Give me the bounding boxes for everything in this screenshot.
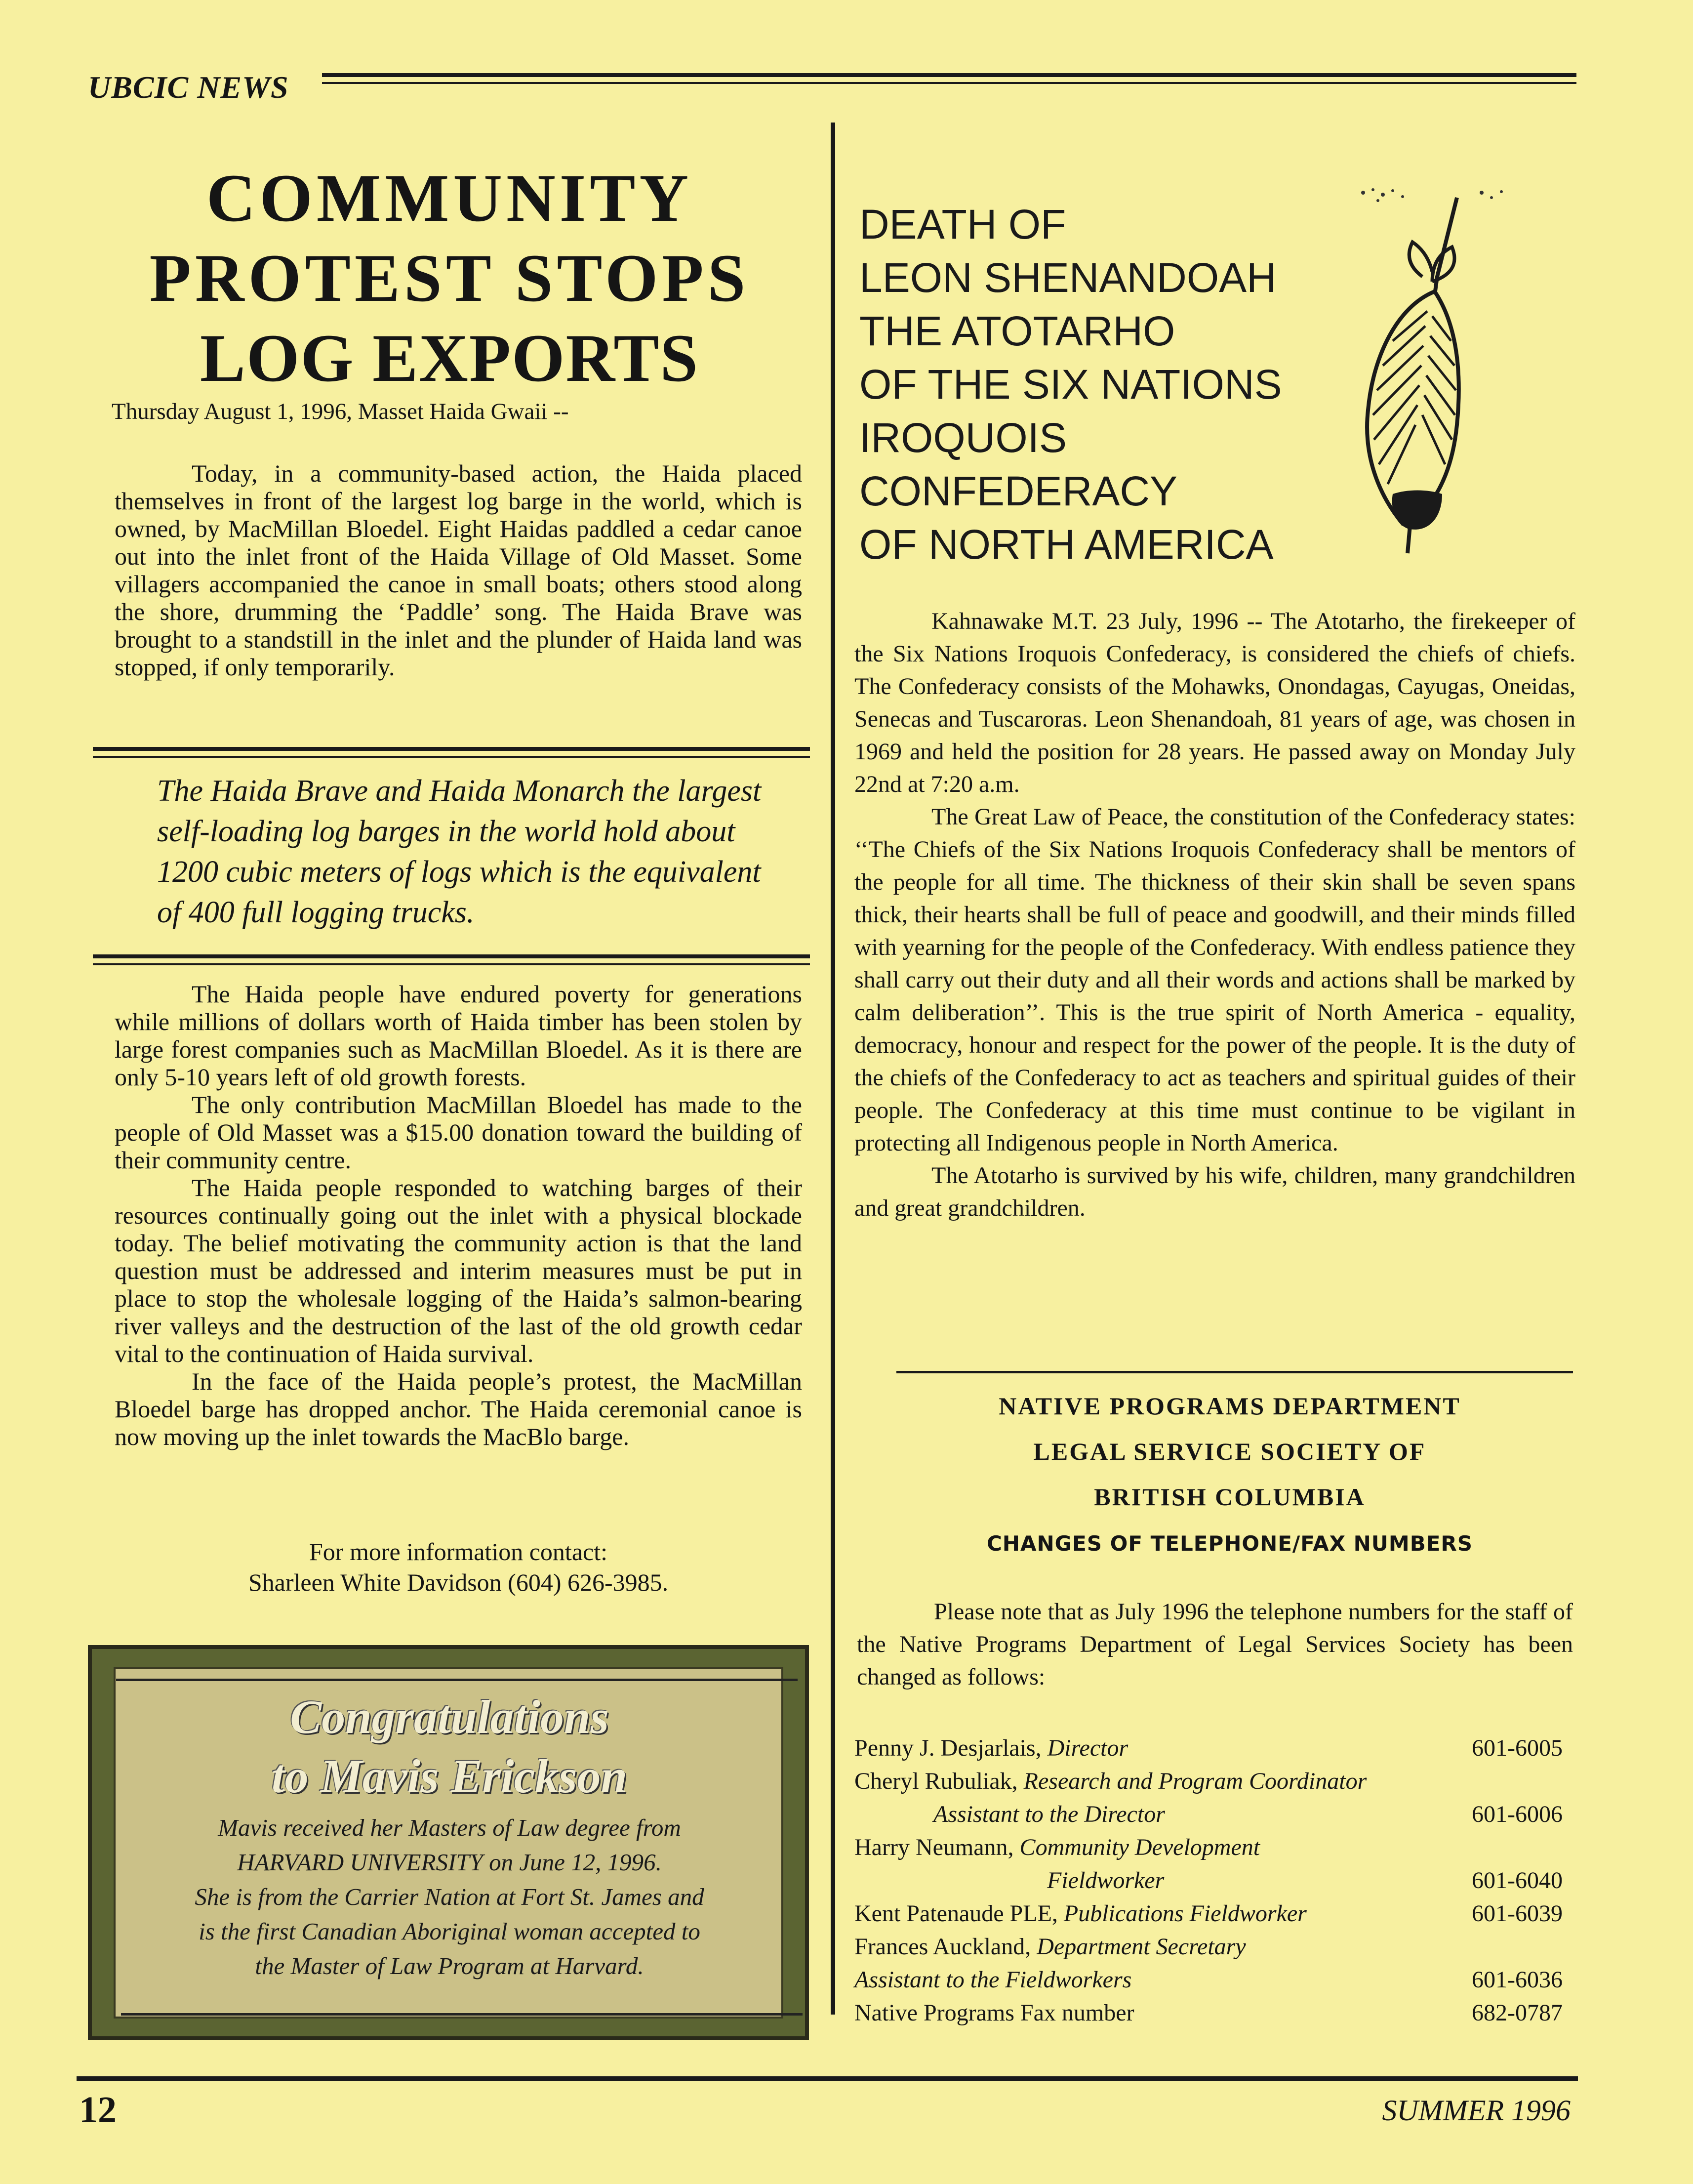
staff-row: [854, 1897, 1585, 1930]
staff-row-continued: [854, 1864, 1585, 1897]
contact-label: For more information contact:: [309, 1538, 607, 1566]
footer-rule: [77, 2076, 1578, 2081]
title-line: OF THE SIX NATIONS: [859, 361, 1282, 408]
staff-role: Assistant to the Fieldworkers: [854, 1967, 1132, 1993]
congrats-line: HARVARD UNIVERSITY on June 12, 1996.: [237, 1849, 662, 1876]
article-paragraph: The Atotarho is survived by his wife, children, many grandchildren and great grandchildren.: [854, 1162, 1575, 1221]
dateline: Thursday August 1, 1996, Masset Haida Gwaii --: [112, 399, 569, 424]
running-head: UBCIC NEWS: [88, 70, 289, 105]
staff-role: Publications Fieldworker: [1063, 1900, 1307, 1927]
title-line: CONFEDERACY: [859, 468, 1178, 514]
staff-name: Cheryl Rubuliak,: [854, 1768, 1024, 1794]
changes-title: CHANGES OF TELEPHONE/FAX NUMBERS: [986, 1531, 1473, 1556]
congrats-heading: Congratulations: [290, 1690, 609, 1743]
staff-row: [854, 1765, 1585, 1798]
staff-role: Research and Program Coordinator: [1023, 1768, 1367, 1794]
pull-quote-rule-top: [93, 747, 810, 758]
title-line: OF NORTH AMERICA: [859, 521, 1274, 568]
staff-name: Native Programs Fax number: [854, 2000, 1134, 2026]
department-line: LEGAL SERVICE SOCIETY OF: [1033, 1438, 1426, 1465]
congrats-line: the Master of Law Program at Harvard.: [255, 1952, 644, 1979]
congrats-line: is the first Canadian Aboriginal woman accepted to: [199, 1918, 700, 1945]
staff-name: Penny J. Desjarlais,: [854, 1735, 1048, 1761]
staff-number: 601-6006: [1472, 1801, 1563, 1827]
congrats-subheading: to Mavis Erickson: [271, 1750, 628, 1803]
department-line: NATIVE PROGRAMS DEPARTMENT: [999, 1392, 1461, 1420]
column-divider: [831, 123, 835, 2015]
department-line: BRITISH COLUMBIA: [1094, 1483, 1366, 1511]
left-article-title: [99, 158, 800, 398]
staff-row-continued: [854, 1963, 1585, 1996]
title-line: COMMUNITY: [206, 160, 693, 236]
article-paragraph: The Haida people have endured poverty for generations while millions of dollars worth of Haida timber has been stolen by large forest companies such as MacMillan Bloedel. As it is there are only 5-10 years left of old growth forests.: [115, 980, 802, 1091]
left-article-body: [115, 980, 802, 1450]
congrats-text: [123, 1811, 775, 1983]
staff-role: Assistant to the Director: [933, 1801, 1165, 1827]
staff-role: Director: [1047, 1735, 1129, 1761]
staff-role: Community Development: [1019, 1834, 1260, 1860]
staff-number: 601-6005: [1472, 1735, 1563, 1761]
staff-row: [854, 1831, 1585, 1864]
staff-row: [854, 1930, 1585, 1963]
contact-info: [115, 1536, 802, 1598]
article-paragraph: The only contribution MacMillan Bloedel has made to the people of Old Masset was a $15.00 donation toward the building of their community centre.: [115, 1091, 802, 1174]
staff-row-continued: [854, 1798, 1585, 1831]
staff-directory: [854, 1731, 1585, 2029]
staff-name: Frances Auckland,: [854, 1934, 1037, 1960]
title-line: LOG EXPORTS: [200, 320, 699, 396]
box-rule: [121, 2013, 803, 2016]
staff-name: Kent Patenaude PLE,: [854, 1900, 1064, 1927]
staff-role: Department Secretary: [1037, 1934, 1246, 1960]
staff-role: Fieldworker: [1047, 1867, 1165, 1894]
right-article-body: [854, 605, 1575, 1225]
department-heading: [849, 1383, 1610, 1520]
staff-name: Harry Neumann,: [854, 1834, 1020, 1860]
article-paragraph: The Haida people responded to watching barges of their resources continually going out the inlet with a physical blockade today. The belief motivating the community action is that the land question must be addressed and interim measures must be put in place to stop the wholesale logging of the Haida’s salmon-bearing river valleys and the destruction of the last of the old growth cedar vital to the continuation of Haida survival.: [115, 1174, 802, 1367]
congrats-line: Mavis received her Masters of Law degree from: [218, 1814, 681, 1841]
staff-row: [854, 1731, 1585, 1765]
feather-icon: [1333, 178, 1521, 573]
staff-row: [854, 1996, 1585, 2029]
contact-name: Sharleen White Davidson (604) 626-3985.: [248, 1568, 669, 1596]
article-paragraph: Today, in a community-based action, the Haida placed themselves in front of the largest log barge in the world, which is owned, by MacMillan Bloedel. Eight Haidas paddled a cedar canoe out into the inlet front of the Haida Village of Old Masset. Some villagers accompanied the canoe in small boats; others stood along the shore, drumming the ‘Paddle’ song. The Haida Brave was brought to a standstill in the inlet and the plunder of Haida land was stopped, if only temporarily.: [115, 459, 802, 681]
box-rule: [116, 1679, 798, 1681]
title-line: LEON SHENANDOAH: [859, 254, 1277, 301]
notice-paragraph: Please note that as July 1996 the telephone numbers for the staff of the Native Programs Department of Legal Services Society has been changed as follows:: [857, 1599, 1573, 1690]
title-line: DEATH OF: [859, 201, 1066, 247]
staff-number: 601-6040: [1472, 1867, 1563, 1894]
staff-number: 601-6039: [1472, 1900, 1563, 1927]
title-line: IROQUOIS: [859, 414, 1067, 461]
page-number: 12: [79, 2089, 117, 2131]
article-paragraph: The Great Law of Peace, the constitution of the Confederacy states: ‘‘The Chiefs of the Six Nations Iroquois Confederacy shall be mentors of the people for all time. The thickness of their skin shall be seven spans thick, their hearts shall be full of peace and goodwill, and their minds filled with yearning for the people of the Confederacy. With endless patience they shall carry out their duty and all their words and actions shall be marked by calm deliberation’’. This is the true spirit of North America - equality, democracy, honour and respect for the power of the people. It is the duty of the chiefs of the Confederacy to act as teachers and spiritual guides of their people. The Confederacy at this time must continue to be vigilant in protecting all Indigenous people in North America.: [854, 804, 1575, 1156]
staff-number: 601-6036: [1472, 1967, 1563, 1993]
header-rule: [322, 73, 1576, 84]
congrats-line: She is from the Carrier Nation at Fort St. James and: [195, 1883, 704, 1910]
issue-date: SUMMER 1996: [1382, 2094, 1571, 2127]
article-paragraph: In the face of the Haida people’s protest, the MacMillan Bloedel barge has dropped anchor. The Haida ceremonial canoe is now moving up the inlet towards the MacBlo barge.: [115, 1367, 802, 1450]
article-paragraph: Kahnawake M.T. 23 July, 1996 -- The Atotarho, the firekeeper of the Six Nations Iroquois Confederacy, is considered the chiefs of chiefs. The Confederacy consists of the Mohawks, Onondagas, Cayugas, Oneidas, Senecas and Tuscaroras. Leon Shenandoah, 81 years of age, was chosen in 1969 and held the position for 28 years. He passed away on Monday July 22nd at 7:20 a.m.: [854, 608, 1575, 797]
pull-quote: The Haida Brave and Haida Monarch the largest self-loading log barges in the world hold about 1200 cubic meters of logs which is the equivalent of 400 full logging trucks.: [157, 774, 762, 929]
right-article-title: [859, 198, 1282, 571]
section-rule: [896, 1371, 1573, 1373]
title-line: THE ATOTARHO: [859, 308, 1175, 354]
pull-quote-rule-bottom: [93, 954, 810, 965]
staff-number: 682-0787: [1472, 2000, 1563, 2026]
title-line: PROTEST STOPS: [149, 240, 750, 316]
